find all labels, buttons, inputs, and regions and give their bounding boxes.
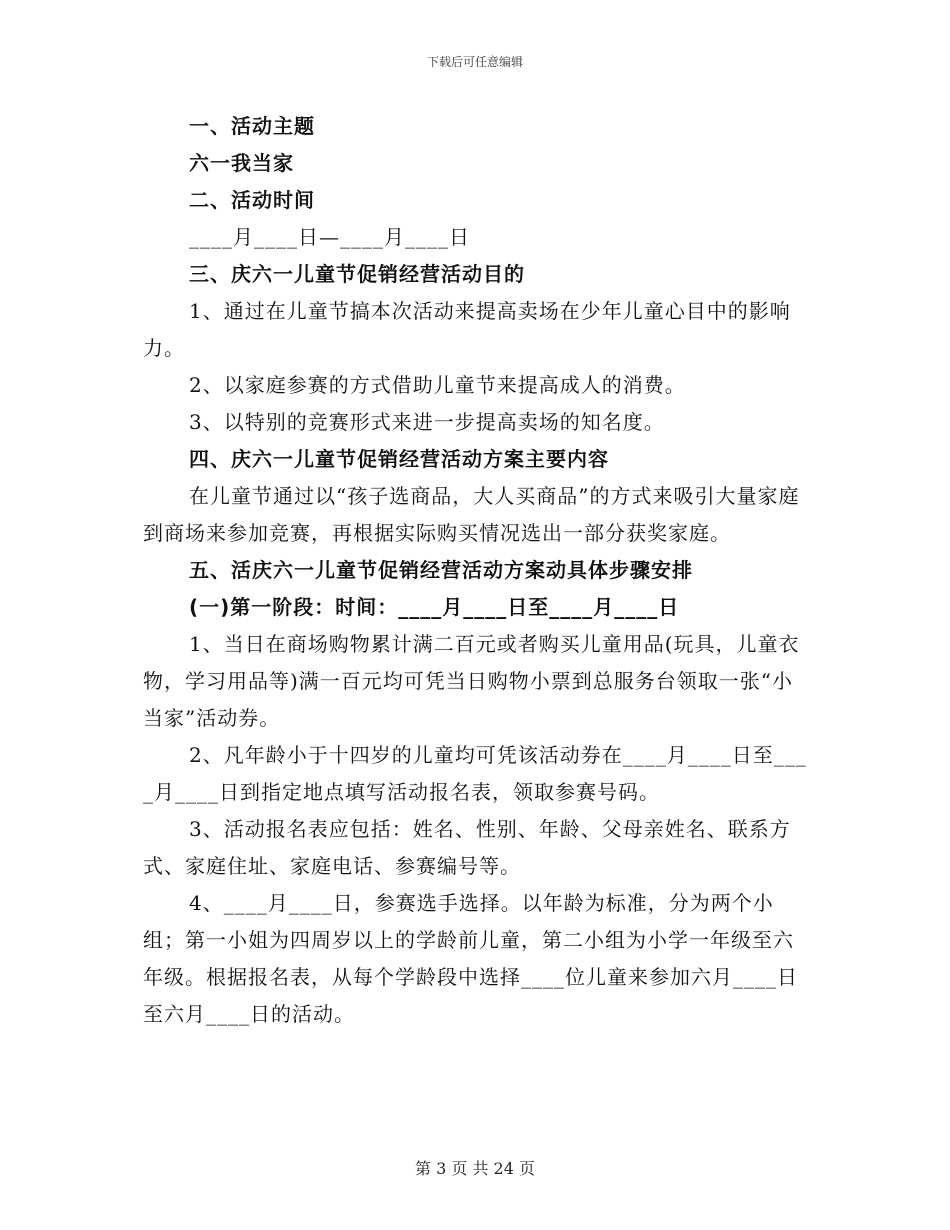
content-paragraph: 在儿童节通过以“孩子选商品，大人买商品”的方式来吸引大量家庭到商场来参加竞赛，再根据实际购买情况选出一部分获奖家庭。 [143, 484, 800, 545]
section-heading-time: 二、活动时间 [189, 188, 315, 212]
section-heading-theme: 一、活动主题 [189, 114, 315, 138]
step-item-4: 4、____月____日，参赛选手选择。以年龄为标准，分为两个小组；第一小姐为四周岁以上的学龄前儿童，第二小组为小学一年级至六年级。根据报名表，从每个学龄段中选择____位儿童来参加六月____日至六月____日的活动。 [143, 891, 798, 1026]
purpose-item-2: 2、以家庭参赛的方式借助儿童节来提高成人的消费。 [189, 373, 686, 397]
theme-text: 六一我当家 [189, 151, 294, 175]
section-heading-content: 四、庆六一儿童节促销经营活动方案主要内容 [189, 447, 609, 471]
step-item-1: 1、当日在商场购物累计满二百元或者购买儿童用品(玩具，儿童衣物，学习用品等)满一百元均可凭当日购物小票到总服务台领取一张“小当家”活动券。 [143, 632, 800, 730]
time-range-text: ____月____日—____月____日 [189, 225, 470, 249]
section-heading-steps: 五、活庆六一儿童节促销经营活动方案动具体步骤安排 [189, 558, 693, 582]
step-item-3: 3、活动报名表应包括：姓名、性别、年龄、父母亲姓名、联系方式、家庭住址、家庭电话、参赛编号等。 [143, 817, 791, 878]
section-heading-purpose: 三、庆六一儿童节促销经营活动目的 [189, 262, 525, 286]
purpose-item-1: 1、通过在儿童节搞本次活动来提高卖场在少年儿童心目中的影响力。 [143, 299, 791, 360]
phase-one-heading: (一)第一阶段：时间：____月____日至____月____日 [189, 595, 680, 619]
page-number-footer: 第 3 页 共 24 页 [415, 1159, 535, 1178]
step-item-2: 2、凡年龄小于十四岁的儿童均可凭该活动券在____月____日至____月____日到指定地点填写活动报名表，领取参赛号码。 [143, 743, 807, 804]
document-body [143, 108, 808, 1033]
page-header-note: 下载后可任意编辑 [426, 55, 523, 69]
purpose-item-3: 3、以特别的竞赛形式来进一步提高卖场的知名度。 [189, 410, 665, 434]
